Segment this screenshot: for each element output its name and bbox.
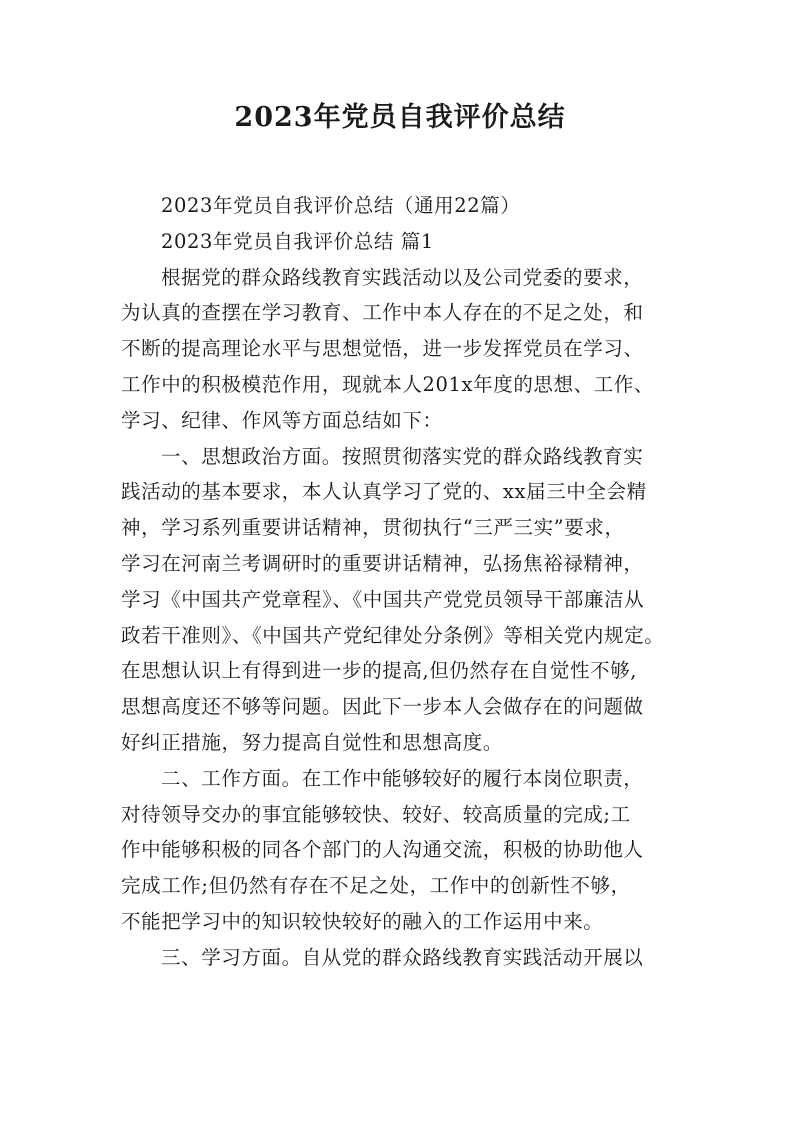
study-paragraph — [121, 940, 683, 976]
paragraph-line: 学习、纪律、作风等方面总结如下： — [121, 408, 443, 432]
paragraph-line: 神，学习系列重要讲话精神，贯彻执行“三严三实”要求， — [121, 516, 625, 540]
work-paragraph — [121, 761, 683, 940]
paragraph-line: 完成工作;但仍然有存在不足之处，工作中的创新性不够， — [121, 874, 631, 898]
paragraph-line: 作中能够积极的同各个部门的人沟通交流，积极的协助他人 — [121, 838, 644, 862]
section-heading: 2023年党员自我评价总结 篇1 — [161, 229, 434, 253]
paragraph-line: 好纠正措施，努力提高自觉性和思想高度。 — [121, 730, 503, 754]
paragraph-line: 为认真的查摆在学习教育、工作中本人存在的不足之处，和 — [121, 301, 644, 325]
document-body — [121, 188, 683, 976]
paragraph-line: 对待领导交办的事宜能够较快、较好、较高质量的完成;工 — [121, 802, 631, 826]
paragraph-line: 思想高度还不够等问题。因此下一步本人会做存在的问题做 — [121, 695, 644, 719]
paragraph-line: 三、学习方面。自从党的群众路线教育实践活动开展以 — [161, 945, 644, 969]
paragraph-line: 政若干准则》、《中国共产党纪律处分条例》等相关党内规定。 — [121, 623, 665, 647]
paragraph-line: 工作中的积极模范作用，现就本人201x年度的思想、工作、 — [121, 372, 655, 396]
paragraph-line: 不断的提高理论水平与思想觉悟，进一步发挥党员在学习、 — [121, 337, 644, 361]
page-title: 2023年党员自我评价总结 — [234, 102, 566, 133]
paragraph-line: 根据党的群众路线教育实践活动以及公司党委的要求， — [161, 265, 644, 289]
intro-paragraph — [121, 260, 683, 439]
paragraph-line: 学习在河南兰考调研时的重要讲话精神，弘扬焦裕禄精神， — [121, 551, 644, 575]
political-thought-paragraph — [121, 439, 683, 761]
paragraph-line: 学习《中国共产党章程》、《中国共产党党员领导干部廉洁从 — [121, 587, 645, 611]
document-subtitle: 2023年党员自我评价总结（通用22篇） — [161, 194, 521, 217]
paragraph-line: 一、思想政治方面。按照贯彻落实党的群众路线教育实 — [161, 444, 644, 468]
paragraph-line: 在思想认识上有得到进一步的提高,但仍然存在自觉性不够, — [121, 659, 638, 683]
paragraph-line: 践活动的基本要求，本人认真学习了党的、xx届三中全会精 — [121, 480, 647, 504]
paragraph-line: 不能把学习中的知识较快较好的融入的工作运用中来。 — [121, 909, 604, 933]
paragraph-line: 二、工作方面。在工作中能够较好的履行本岗位职责， — [161, 766, 644, 790]
